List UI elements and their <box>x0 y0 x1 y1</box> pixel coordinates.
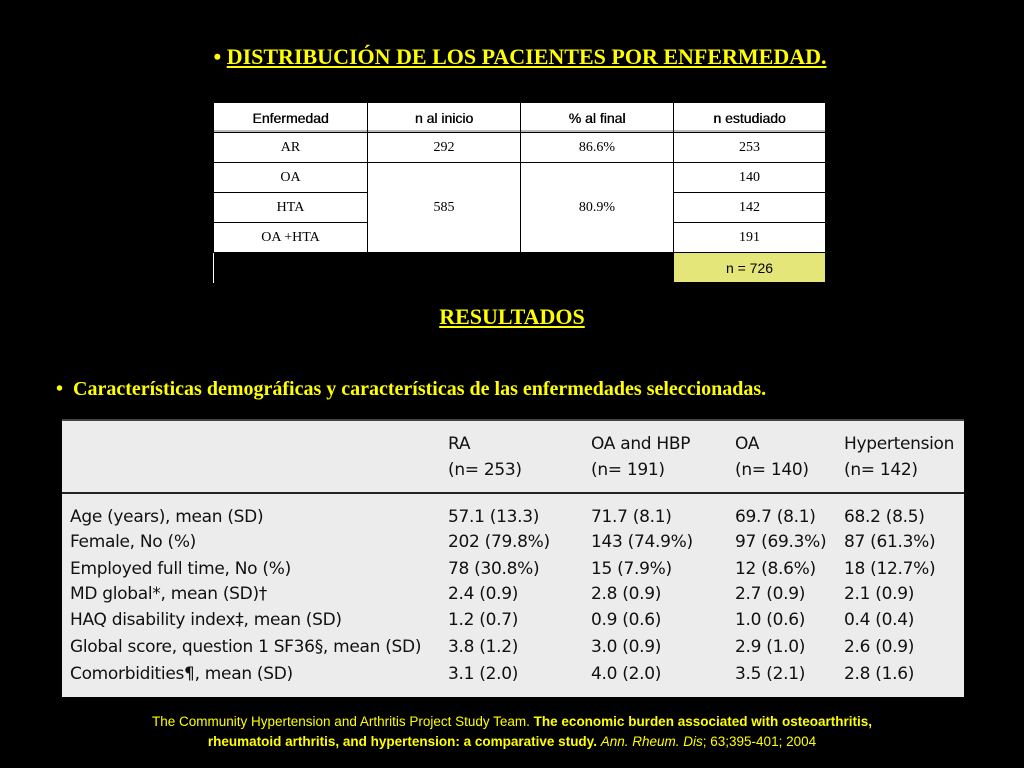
table-total-row <box>214 253 826 283</box>
cell-n-inicio: 292 <box>368 133 521 163</box>
citation-title-line2: rheumatoid arthritis, and hypertension: a comparative study. <box>207 734 597 749</box>
cell-enfermedad: OA +HTA <box>214 223 368 253</box>
cell-ra: 78 (30.8%) <box>448 559 540 579</box>
cell-hypertension: 68.2 (8.5) <box>844 507 925 527</box>
col-header: RA (n= 253) <box>448 434 522 480</box>
table-row <box>62 529 964 555</box>
col-header: n al inicio <box>368 103 521 133</box>
col-header: n estudiado <box>674 103 826 133</box>
cell-pct-final: 86.6% <box>521 133 674 163</box>
characteristics-header <box>62 419 964 494</box>
cell-oa-hbp: 71.7 (8.1) <box>591 507 672 527</box>
row-label: Age (years), mean (SD) <box>70 507 264 527</box>
col-header: OA (n= 140) <box>735 434 809 480</box>
citation-title-line1: The economic burden associated with osteoarthritis, <box>533 714 872 729</box>
table-row <box>62 556 964 582</box>
distribution-table <box>213 102 826 283</box>
table-row <box>62 634 964 660</box>
cell-ra: 57.1 (13.3) <box>448 507 540 527</box>
cell-oa-hbp: 4.0 (2.0) <box>591 664 662 684</box>
table-row <box>62 581 964 607</box>
cell-oa: 69.7 (8.1) <box>735 507 816 527</box>
title-text: DISTRIBUCIÓN DE LOS PACIENTES POR ENFERMEDAD. <box>226 44 827 69</box>
cell-n-estudiado: 142 <box>674 193 826 223</box>
table-header-row <box>214 103 826 133</box>
cell-hypertension: 2.6 (0.9) <box>844 637 915 657</box>
cell-oa-hbp: 3.0 (0.9) <box>591 637 662 657</box>
col-header: Enfermedad <box>214 103 368 133</box>
row-label: Employed full time, No (%) <box>70 559 291 579</box>
cell-oa: 1.0 (0.6) <box>735 610 806 630</box>
cell-ra: 202 (79.8%) <box>448 532 550 552</box>
cell-hypertension: 2.8 (1.6) <box>844 664 915 684</box>
cell-oa-hbp: 2.8 (0.9) <box>591 584 662 604</box>
slide-title <box>0 44 1024 70</box>
bullet-point <box>56 378 766 401</box>
cell-enfermedad: HTA <box>214 193 368 223</box>
section-heading: RESULTADOS <box>439 304 585 329</box>
cell-oa: 2.7 (0.9) <box>735 584 806 604</box>
cell-n-estudiado: 253 <box>674 133 826 163</box>
cell-hypertension: 18 (12.7%) <box>844 559 936 579</box>
col-header: Hypertension (n= 142) <box>844 434 955 480</box>
cell-enfermedad: OA <box>214 163 368 193</box>
cell-oa-hbp: 0.9 (0.6) <box>591 610 662 630</box>
table-row <box>62 504 964 530</box>
cell-hypertension: 2.1 (0.9) <box>844 584 915 604</box>
citation-details: ; 63;395-401; 2004 <box>702 734 817 749</box>
cell-oa: 97 (69.3%) <box>735 532 827 552</box>
citation-journal: Ann. Rheum. Dis <box>600 734 703 749</box>
cell-ra: 3.8 (1.2) <box>448 637 519 657</box>
table-row <box>62 607 964 633</box>
bullet-text: Características demográficas y características de las enfermedades seleccionadas. <box>73 378 767 400</box>
total-cell: n = 726 <box>674 253 826 283</box>
row-label: MD global*, mean (SD)† <box>70 584 267 604</box>
cell-oa: 3.5 (2.1) <box>735 664 806 684</box>
col-header: OA and HBP (n= 191) <box>591 434 691 480</box>
characteristics-table <box>62 419 964 697</box>
cell-n-estudiado: 140 <box>674 163 826 193</box>
cell-merged-n-inicio: 585 <box>368 163 521 253</box>
cell-n-estudiado: 191 <box>674 223 826 253</box>
bullet-icon: • <box>56 378 64 400</box>
cell-oa: 12 (8.6%) <box>735 559 816 579</box>
cell-merged-pct-final: 80.9% <box>521 163 674 253</box>
citation <box>0 712 1024 752</box>
cell-ra: 1.2 (0.7) <box>448 610 519 630</box>
citation-authors: The Community Hypertension and Arthritis Project Study Team. <box>151 714 530 729</box>
cell-hypertension: 87 (61.3%) <box>844 532 936 552</box>
cell-enfermedad: AR <box>214 133 368 163</box>
cell-oa: 2.9 (1.0) <box>735 637 806 657</box>
col-header: % al final <box>521 103 674 133</box>
row-label: Comorbidities¶, mean (SD) <box>70 664 293 684</box>
row-label: Female, No (%) <box>70 532 197 552</box>
table-row <box>214 163 826 193</box>
cell-hypertension: 0.4 (0.4) <box>844 610 915 630</box>
row-label: Global score, question 1 SF36§, mean (SD) <box>70 637 422 657</box>
title-bullet: • <box>213 44 222 69</box>
cell-oa-hbp: 15 (7.9%) <box>591 559 672 579</box>
cell-ra: 3.1 (2.0) <box>448 664 519 684</box>
row-label: HAQ disability index‡, mean (SD) <box>70 610 342 630</box>
cell-oa-hbp: 143 (74.9%) <box>591 532 693 552</box>
cell-ra: 2.4 (0.9) <box>448 584 519 604</box>
table-row <box>62 661 964 687</box>
table-row <box>214 133 826 163</box>
